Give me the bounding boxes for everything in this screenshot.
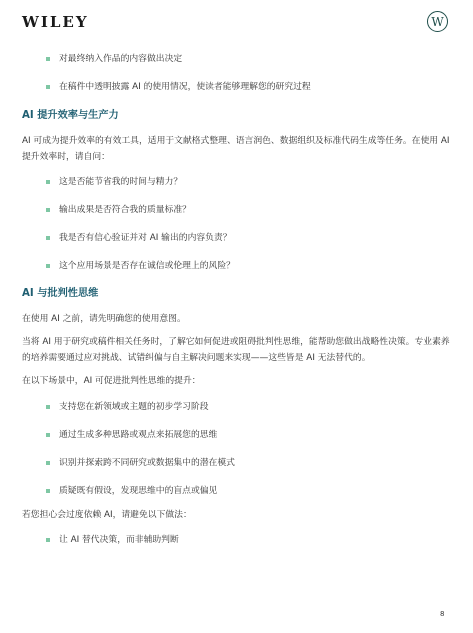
list-item: 输出成果是否符合我的质量标准？ [22,204,450,217]
intro-bullet-list [22,53,450,94]
list-item: 对最终纳入作品的内容做出决定 [22,53,450,66]
section-heading-efficiency: AI 提升效率与生产力 [22,110,119,121]
emblem-letter: W [431,14,444,29]
list-item: 这个应用场景是否存在诚信或伦理上的风险？ [22,260,450,273]
list-item: 通过生成多种思路或观点来拓展您的思维 [22,429,450,442]
list-item: 这是否能节省我的时间与精力？ [22,176,450,189]
wiley-logo: WILEY [22,13,89,31]
list-item: 让 AI 替代决策，而非辅助判断 [22,534,450,547]
wiley-emblem-icon [427,11,448,32]
intent-paragraph: 在使用 AI 之前，请先明确您的使用意图。 [22,314,186,324]
section-heading-critical-thinking: AI 与批判性思维 [22,288,99,299]
critical-thinking-bullet-list [22,401,450,498]
critical-thinking-paragraph: 当将 AI 用于研究或稿件相关任务时，了解它如何促进或阻碍批判性思维，能帮助您做出战略性决策。专业素养的培养需要通过应对挑战、试错纠偏与自主解决问题来实现——这些皆是 AI 无法替代的。 [22,337,450,363]
list-item: 我是否有信心验证并对 AI 输出的内容负责？ [22,232,450,245]
avoid-bullet-list [22,534,450,547]
page-number: 8 [440,610,445,618]
scenarios-paragraph: 在以下场景中，AI 可促进批判性思维的提升： [22,376,201,386]
list-item: 质疑既有假设，发现思维中的盲点或偏见 [22,485,450,498]
avoid-paragraph: 若您担心会过度依赖 AI，请避免以下做法： [22,510,192,520]
list-item: 识别并探索跨不同研究或数据集中的潜在模式 [22,457,450,470]
list-item: 支持您在新领域或主题的初步学习阶段 [22,401,450,414]
efficiency-paragraph: AI 可成为提升效率的有效工具，适用于文献格式整理、语言润色、数据组织及标准代码生成等任务。在使用 AI 提升效率时，请自问： [22,136,450,162]
list-item: 在稿件中透明披露 AI 的使用情况，使读者能够理解您的研究过程 [22,81,450,94]
page-content [22,53,450,547]
efficiency-bullet-list [22,176,450,273]
